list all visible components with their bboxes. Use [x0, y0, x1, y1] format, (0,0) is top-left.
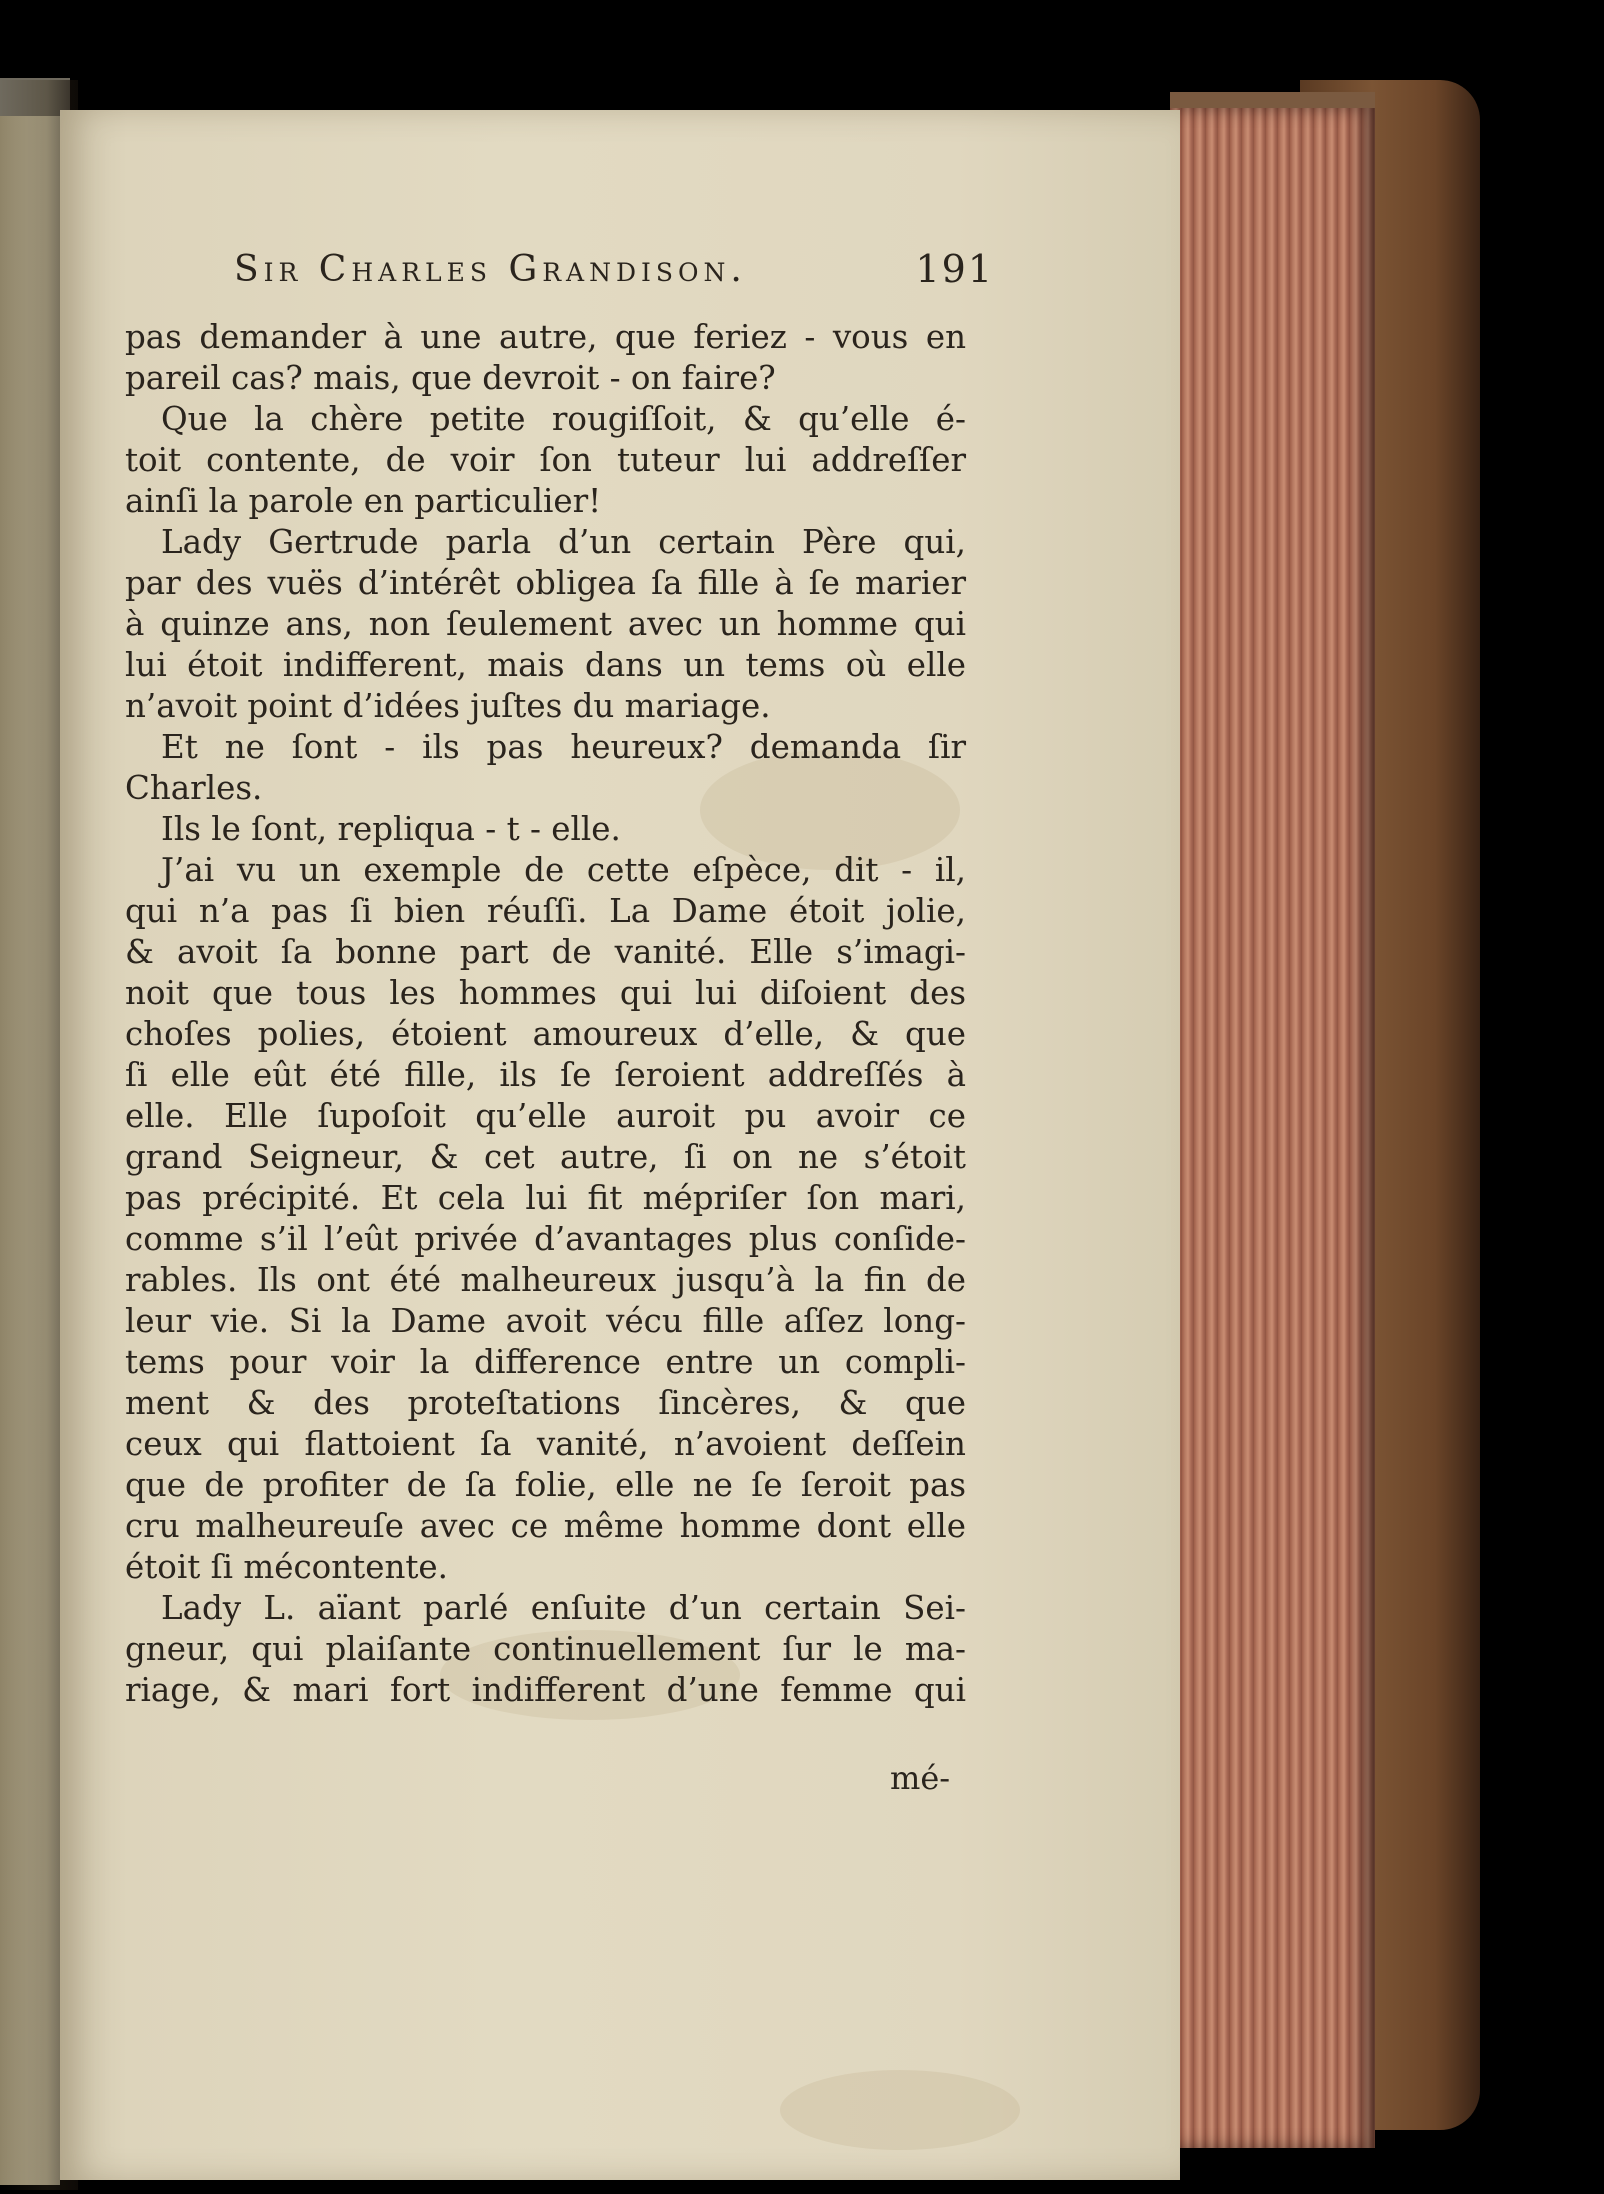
text-line: toit contente, de voir ſon tuteur lui addreſſer: [125, 441, 966, 479]
text-line: J’ai vu un exemple de cette eſpèce, dit - il,: [161, 851, 966, 889]
text-line: pas précipité. Et cela lui fit mépriſer ſon mari,: [125, 1179, 966, 1217]
text-line: comme s’il l’eût privée d’avantages plus conſide-: [125, 1220, 966, 1258]
text-line: gneur, qui plaiſante continuellement ſur le ma-: [125, 1630, 966, 1668]
text-line: pas demander à une autre, que feriez - vous en: [125, 318, 966, 356]
text-line: pareil cas? mais, que devroit - on faire?: [125, 359, 776, 397]
text-line: ceux qui flattoient ſa vanité, n’avoient deſſein: [125, 1425, 966, 1463]
text-line: ſi elle eût été fille, ils ſe ſeroient addreſſés à: [125, 1056, 966, 1094]
catchword: mé-: [890, 1759, 951, 1797]
running-title: Sir Charles Grandison.: [234, 249, 747, 290]
text-line: Et ne ſont - ils pas heureux? demanda ſir: [161, 728, 966, 766]
text-line: n’avoit point d’idées juſtes du mariage.: [125, 687, 771, 725]
text-line: riage, & mari fort indifferent d’une femme qui: [125, 1671, 966, 1709]
text-line: ainſi la parole en particulier!: [125, 482, 602, 520]
text-line: tems pour voir la difference entre un compli-: [125, 1343, 966, 1381]
text-line: choſes polies, étoient amoureux d’elle, & que: [125, 1015, 966, 1053]
text-line: Ils le ſont, repliqua - t - elle.: [161, 810, 621, 848]
text-line: à quinze ans, non ſeulement avec un homme qui: [125, 605, 966, 643]
running-head: [176, 243, 994, 299]
text-line: que de profiter de ſa folie, elle ne ſe ſeroit pas: [125, 1466, 966, 1504]
text-line: ment & des proteſtations ſincères, & que: [125, 1384, 966, 1422]
text-line: rables. Ils ont été malheureux jusqu’à la fin de: [125, 1261, 966, 1299]
text-line: Lady L. aïant parlé enſuite d’un certain Sei-: [161, 1589, 966, 1627]
text-line: par des vuës d’intérêt obligea ſa fille à ſe marier: [125, 564, 966, 602]
paper-stain: [780, 2070, 1020, 2150]
text-line: Que la chère petite rougiſſoit, & qu’elle é-: [161, 400, 966, 438]
text-line: Lady Gertrude parla d’un certain Père qui,: [161, 523, 966, 561]
text-line: qui n’a pas ſi bien réuſſi. La Dame étoit jolie,: [125, 892, 966, 930]
text-line: & avoit ſa bonne part de vanité. Elle s’imagi-: [125, 933, 966, 971]
text-line: Charles.: [125, 769, 263, 807]
text-line: noit que tous les hommes qui lui diſoient des: [125, 974, 966, 1012]
red-edged-page-block: [1170, 108, 1375, 2148]
text-line: grand Seigneur, & cet autre, ſi on ne s’étoit: [125, 1138, 966, 1176]
page-number: 191: [915, 247, 994, 291]
text-line: étoit ſi mécontente.: [125, 1548, 449, 1586]
text-line: elle. Elle ſupoſoit qu’elle auroit pu avoir ce: [125, 1097, 966, 1135]
text-line: lui étoit indifferent, mais dans un tems où elle: [125, 646, 966, 684]
text-line: leur vie. Si la Dame avoit vécu fille aſſez long-: [125, 1302, 966, 1340]
text-line: cru malheureuſe avec ce même homme dont elle: [125, 1507, 966, 1545]
